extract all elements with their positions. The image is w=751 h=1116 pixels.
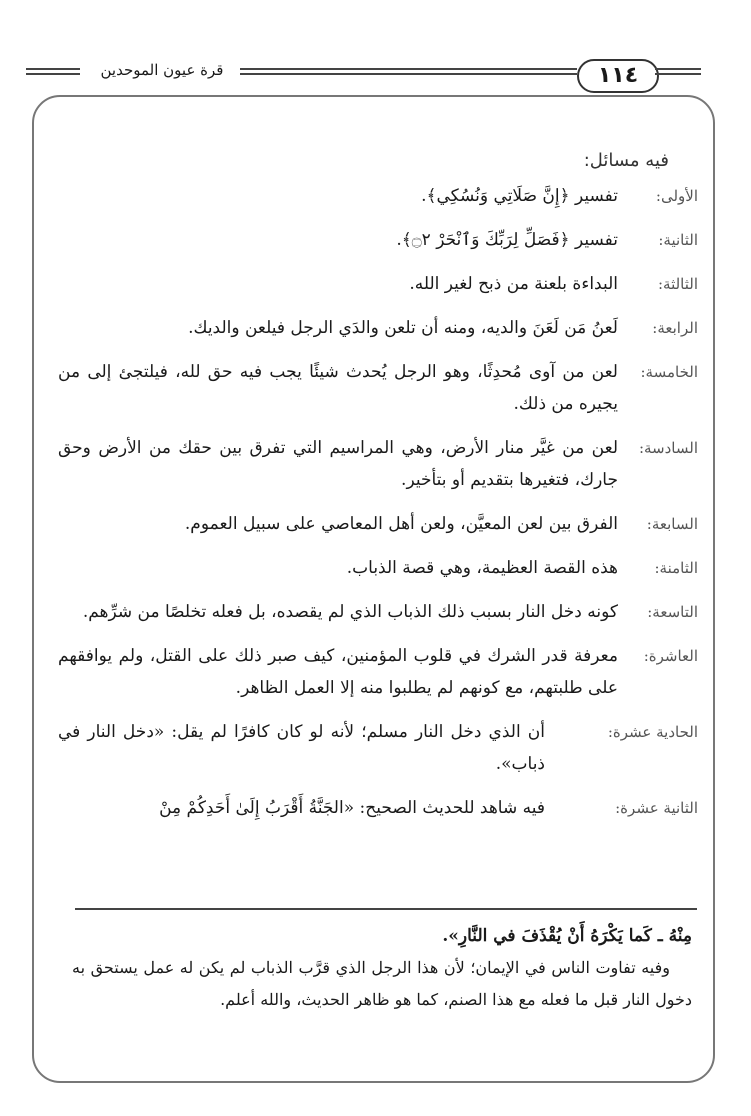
item-label: الرابعة:: [652, 319, 698, 337]
page-number: ١١٤: [577, 59, 659, 93]
running-header: [0, 52, 751, 96]
item-text: الفرق بين لعن المعيَّن، ولعن أهل المعاصي على سبيل العموم.: [184, 514, 618, 534]
item-label: الحادية عشرة:: [607, 723, 698, 741]
header-rule-left: [26, 68, 80, 75]
item-label: الخامسة:: [640, 363, 698, 381]
item-text: البداءة بلعنة من ذبح لغير الله.: [409, 274, 618, 294]
list-item: [58, 312, 698, 344]
item-label: الثانية عشرة:: [615, 799, 698, 817]
list-item: [58, 716, 698, 780]
item-label: السابعة:: [646, 515, 698, 533]
list-item: [58, 268, 698, 300]
footnote-paragraph: وفيه تفاوت الناس في الإيمان؛ لأن هذا الرجل الذي قرَّب الذباب لم يكن له عمل يستحق به دخول النار قبل ما فعله مع هذا الصنم، كما هو ظاهر الحديث، والله أعلم.: [72, 958, 692, 1009]
footnote-continuation: مِنْهُ ـ كَما يَكْرَهُ أَنْ يُقْذَفَ في النَّارِ».: [442, 926, 692, 946]
list-item: [58, 640, 698, 704]
item-label: العاشرة:: [643, 647, 698, 665]
item-text: معرفة قدر الشرك في قلوب المؤمنين، كيف صبر ذلك على القتل، ولم يوافقهم على طلبتهم، مع كونهم لم يطلبوا منه إلا العمل الظاهر.: [58, 646, 618, 698]
footnote-divider: [75, 908, 697, 910]
item-text: تفسير ﴿فَصَلِّ لِرَبِّكَ وَٱنْحَرْ ۝٢﴾.: [396, 230, 618, 250]
list-item: [58, 552, 698, 584]
list-item: [58, 596, 698, 628]
item-label: الثانية:: [658, 231, 698, 249]
item-label: السادسة:: [638, 439, 698, 457]
item-text: كونه دخل النار بسبب ذلك الذباب الذي لم يقصده، بل فعله تخلصًا من شرِّهم.: [82, 602, 618, 622]
item-text: لعن من غيَّر منار الأرض، وهي المراسيم التي تفرق بين حقك من الأرض وحق جارك، فتغيرها بتقديم أو بتأخير.: [58, 438, 619, 490]
list-item: [58, 356, 698, 420]
book-title: قرة عيون الموحدين: [100, 61, 224, 79]
list-item: [58, 180, 698, 212]
item-text: تفسير ﴿إِنَّ صَلَاتِي وَنُسُكِي﴾.: [421, 186, 618, 206]
header-rule-middle: [240, 68, 577, 75]
list-item: [58, 508, 698, 540]
item-text: فيه شاهد للحديث الصحيح: «الجَنَّةُ أَقْرَبُ إِلَىٰ أَحَدِكُمْ مِنْ: [159, 798, 545, 818]
list-item: [58, 792, 698, 824]
section-heading: فيه مسائل:: [583, 150, 669, 171]
list-item: [58, 432, 698, 496]
issues-list: [58, 180, 698, 836]
item-text: لعن من آوى مُحدِثًا، وهو الرجل يُحدث شيئًا يجب فيه حق لله، فيلتجئ إلى من يجيره من ذلك.: [58, 362, 618, 414]
list-item: [58, 224, 698, 256]
footnote: [72, 920, 692, 1016]
item-text: لَعنُ مَن لَعَنَ والديه، ومنه أن تلعن والدَي الرجل فيلعن والديك.: [188, 318, 618, 338]
item-label: التاسعة:: [647, 603, 698, 621]
item-text: هذه القصة العظيمة، وهي قصة الذباب.: [346, 558, 618, 578]
item-label: الثالثة:: [657, 275, 698, 293]
item-label: الثامنة:: [654, 559, 698, 577]
item-label: الأولى:: [655, 187, 698, 205]
item-text: أن الذي دخل النار مسلم؛ لأنه لو كان كافرًا لم يقل: «دخل النار في ذباب».: [58, 722, 545, 774]
header-rule-right: [655, 68, 701, 75]
